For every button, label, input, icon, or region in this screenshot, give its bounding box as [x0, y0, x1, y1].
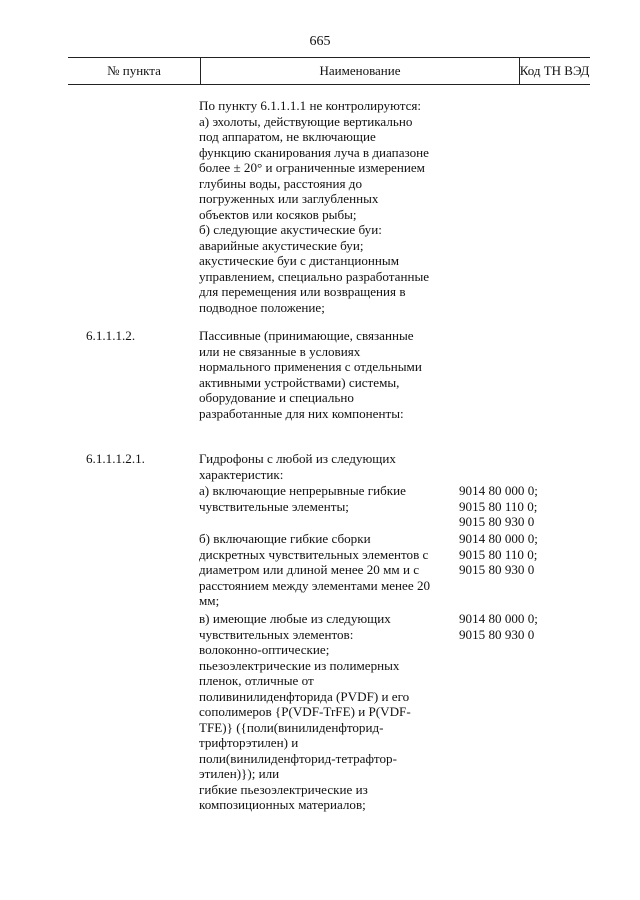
header-code: Код ТН ВЭД: [519, 63, 590, 78]
subitem-c-line: чувствительных элементов:: [199, 626, 354, 642]
subitem-b-line: мм;: [199, 593, 220, 608]
subitem-c-line: композиционных материалов;: [199, 797, 366, 812]
hs-code: 9014 80 000 0;: [459, 611, 538, 626]
note-line: аварийные акустические буи;: [199, 237, 364, 253]
entry-number: 6.1.1.1.2.1.: [86, 451, 145, 466]
note-line: управлением, специально разработанные: [199, 268, 430, 284]
subitem-a-line: а) включающие непрерывные гибкие: [199, 483, 406, 498]
entry-line: или не связанные в условиях: [199, 343, 361, 359]
hs-code: 9015 80 110 0;: [459, 546, 538, 562]
subitem-b-line: дискретных чувствительных элементов с: [199, 546, 429, 562]
hs-code: 9015 80 930 0: [459, 514, 535, 529]
subitem-a-line: чувствительные элементы;: [199, 498, 349, 514]
entry-number: 6.1.1.1.2.: [86, 328, 136, 343]
subitem-c-line: гибкие пьезоэлектрические из: [199, 781, 368, 797]
subitem-c-line: трифторэтилен) и: [199, 735, 299, 750]
note-line: для перемещения или возвращения в: [199, 284, 406, 299]
entry-line: Пассивные (принимающие, связанные: [199, 328, 414, 343]
note-line: б) следующие акустические буи:: [199, 222, 382, 237]
subitem-c-line: волоконно-оптические;: [199, 642, 330, 657]
table-header: [68, 57, 590, 85]
hs-code: 9015 80 110 0;: [459, 498, 538, 514]
header-name: Наименование: [200, 58, 520, 84]
page-number: 665: [309, 34, 331, 49]
entry-line: характеристик:: [199, 466, 284, 482]
entry-line: активными устройствами) системы,: [199, 374, 400, 390]
entry-line: разработанные для них компоненты:: [199, 405, 404, 421]
hs-code: 9014 80 000 0;: [459, 483, 538, 498]
hs-code: 9014 80 000 0;: [459, 531, 538, 546]
subitem-c-line: в) имеющие любые из следующих: [199, 611, 391, 626]
note-line: подводное положение;: [199, 299, 325, 315]
subitem-c-line: поли(винилиденфторид-тетрафтор-: [199, 750, 397, 766]
header-item-number: № пункта: [107, 63, 161, 78]
entry-line: оборудование и специально: [199, 390, 354, 405]
note-line: По пункту 6.1.1.1.1 не контролируются:: [199, 98, 422, 113]
subitem-b-line: расстоянием между элементами менее 20: [199, 577, 431, 593]
entry-line: Гидрофоны с любой из следующих: [199, 451, 396, 466]
subitem-c-line: пленок, отличные от: [199, 673, 314, 688]
subitem-c-line: TFE)} ({поли(винилиденфторид-: [199, 719, 384, 735]
note-line: более ± 20° и ограниченные измерением: [199, 160, 425, 175]
hs-code: 9015 80 930 0: [459, 626, 535, 642]
note-line: объектов или косяков рыбы;: [199, 206, 357, 222]
subitem-c-line: этилен)}); или: [199, 766, 280, 781]
note-line: глубины воды, расстояния до: [199, 175, 362, 191]
subitem-b-line: б) включающие гибкие сборки: [199, 531, 371, 546]
note-line: а) эхолоты, действующие вертикально: [199, 113, 413, 129]
subitem-b-line: диаметром или длиной менее 20 мм и с: [199, 562, 420, 577]
subitem-c-line: пьезоэлектрические из полимерных: [199, 657, 400, 673]
subitem-c-line: поливинилиденфторида (PVDF) и его: [199, 688, 410, 704]
note-line: под аппаратом, не включающие: [199, 129, 376, 144]
hs-code: 9015 80 930 0: [459, 562, 535, 577]
entry-line: нормального применения с отдельными: [199, 359, 422, 374]
note-line: функцию сканирования луча в диапазоне: [199, 144, 429, 160]
note-line: погруженных или заглубленных: [199, 191, 379, 206]
subitem-c-line: сополимеров {P(VDF-TrFE) и P(VDF-: [199, 704, 411, 719]
note-line: акустические буи с дистанционным: [199, 253, 399, 268]
